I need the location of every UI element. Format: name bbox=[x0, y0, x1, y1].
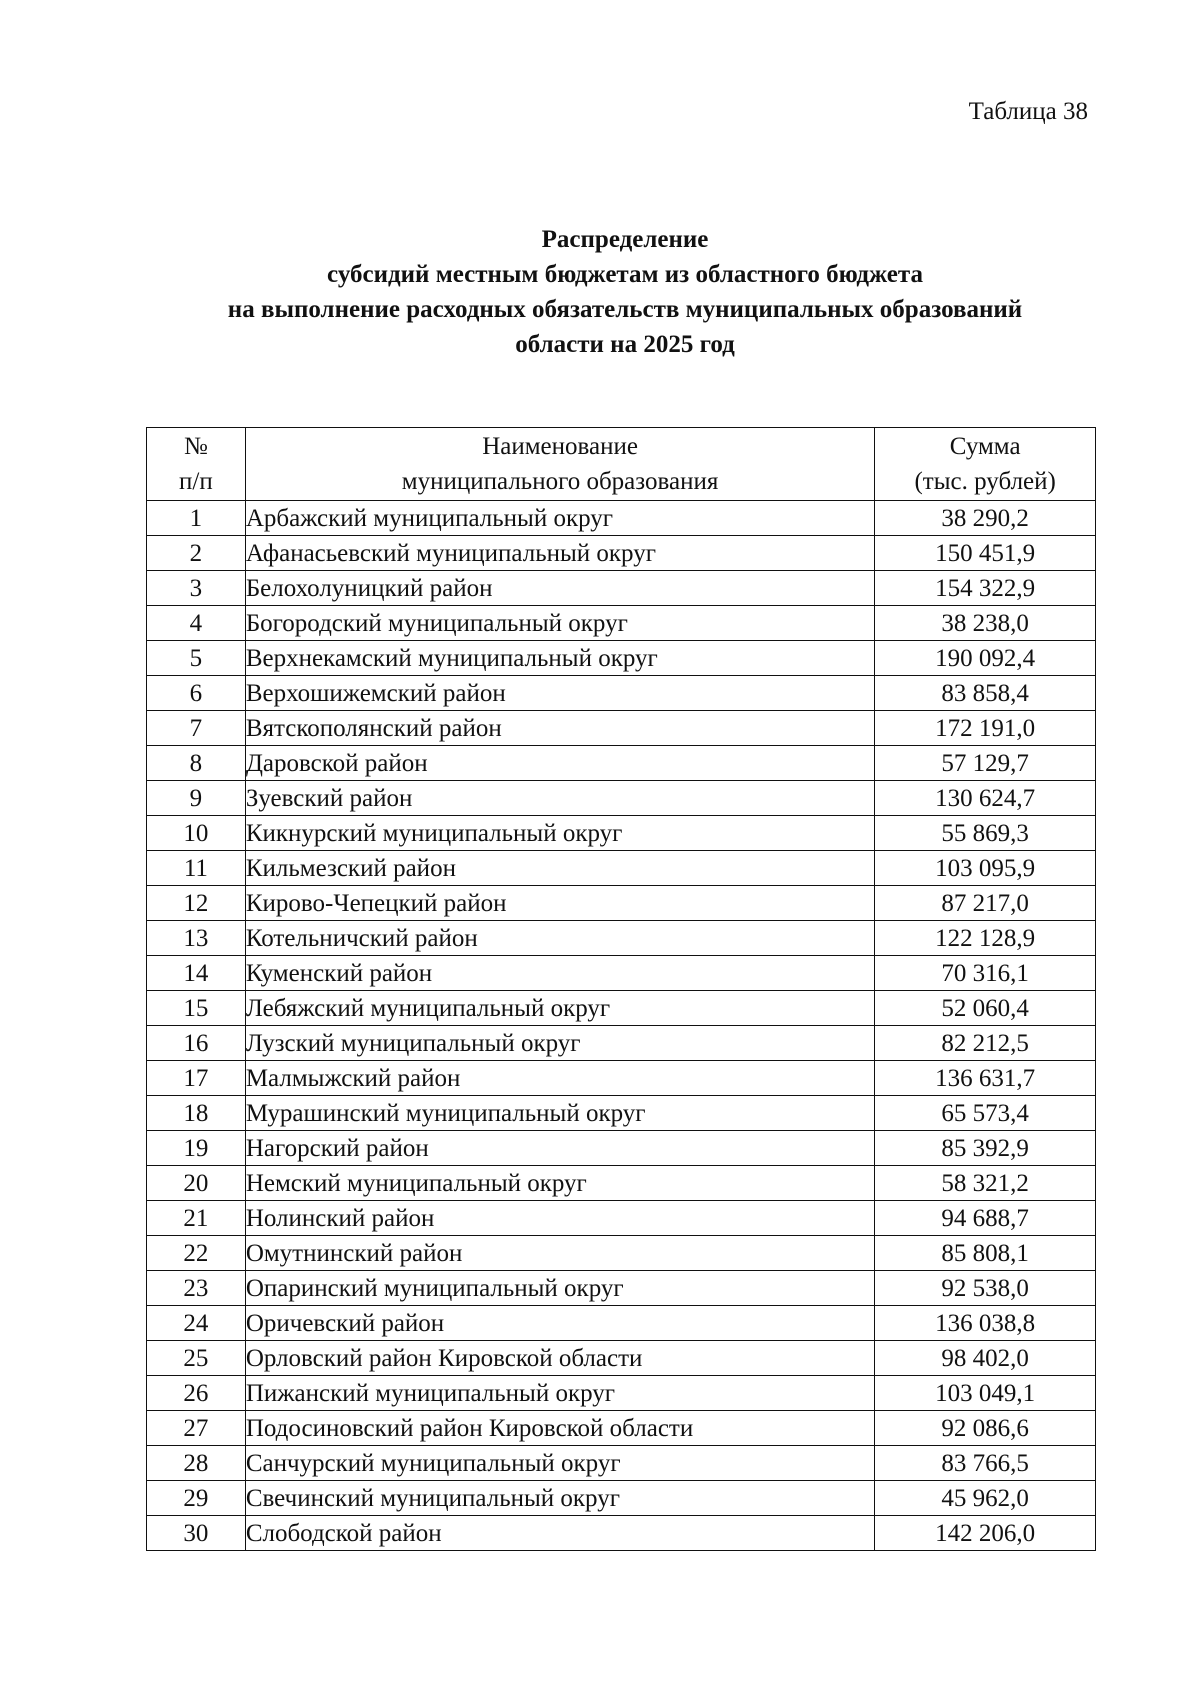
row-number: 16 bbox=[147, 1026, 246, 1061]
subsidy-amount: 85 808,1 bbox=[875, 1236, 1096, 1271]
table-row bbox=[147, 921, 1096, 956]
municipality-name: Подосиновский район Кировской области bbox=[245, 1411, 875, 1446]
subsidy-amount: 45 962,0 bbox=[875, 1481, 1096, 1516]
row-number: 8 bbox=[147, 746, 246, 781]
municipality-name: Омутнинский район bbox=[245, 1236, 875, 1271]
row-number: 13 bbox=[147, 921, 246, 956]
row-number: 14 bbox=[147, 956, 246, 991]
municipality-name: Верхнекамский муниципальный округ bbox=[245, 641, 875, 676]
row-number: 30 bbox=[147, 1516, 246, 1551]
municipality-name: Афанасьевский муниципальный округ bbox=[245, 536, 875, 571]
row-number: 11 bbox=[147, 851, 246, 886]
subsidy-amount: 82 212,5 bbox=[875, 1026, 1096, 1061]
table-row bbox=[147, 746, 1096, 781]
row-number: 26 bbox=[147, 1376, 246, 1411]
table-number-label: Таблица 38 bbox=[968, 98, 1088, 125]
table-body bbox=[147, 501, 1096, 1551]
subsidy-amount: 83 766,5 bbox=[875, 1446, 1096, 1481]
subsidy-amount: 38 290,2 bbox=[875, 501, 1096, 536]
title-line: Распределение bbox=[541, 226, 709, 253]
subsidy-amount: 98 402,0 bbox=[875, 1341, 1096, 1376]
table-row bbox=[147, 781, 1096, 816]
municipality-name: Санчурский муниципальный округ bbox=[245, 1446, 875, 1481]
table-row bbox=[147, 501, 1096, 536]
subsidy-amount: 122 128,9 bbox=[875, 921, 1096, 956]
header-num-line1: № bbox=[183, 433, 208, 460]
row-number: 24 bbox=[147, 1306, 246, 1341]
row-number: 6 bbox=[147, 676, 246, 711]
header-sum-line2: (тыс. рублей) bbox=[914, 468, 1056, 495]
header-num-line2: п/п bbox=[179, 468, 213, 495]
header-name-line1: Наименование bbox=[482, 433, 638, 460]
municipality-name: Куменский район bbox=[245, 956, 875, 991]
header-sum-line1: Сумма bbox=[949, 433, 1021, 460]
table-row bbox=[147, 1446, 1096, 1481]
row-number: 4 bbox=[147, 606, 246, 641]
subsidy-amount: 172 191,0 bbox=[875, 711, 1096, 746]
municipality-name: Пижанский муниципальный округ bbox=[245, 1376, 875, 1411]
municipality-name: Зуевский район bbox=[245, 781, 875, 816]
subsidy-amount: 85 392,9 bbox=[875, 1131, 1096, 1166]
table-row bbox=[147, 676, 1096, 711]
subsidy-amount: 52 060,4 bbox=[875, 991, 1096, 1026]
subsidy-amount: 58 321,2 bbox=[875, 1166, 1096, 1201]
table-row bbox=[147, 1341, 1096, 1376]
title-line: субсидий местным бюджетам из областного бюджета bbox=[327, 261, 923, 288]
row-number: 7 bbox=[147, 711, 246, 746]
subsidy-amount: 142 206,0 bbox=[875, 1516, 1096, 1551]
table-row bbox=[147, 851, 1096, 886]
subsidy-amount: 92 538,0 bbox=[875, 1271, 1096, 1306]
subsidy-amount: 83 858,4 bbox=[875, 676, 1096, 711]
municipality-name: Немский муниципальный округ bbox=[245, 1166, 875, 1201]
municipality-name: Нагорский район bbox=[245, 1131, 875, 1166]
table-header-row bbox=[147, 428, 1096, 501]
table-row bbox=[147, 1411, 1096, 1446]
row-number: 22 bbox=[147, 1236, 246, 1271]
subsidy-amount: 70 316,1 bbox=[875, 956, 1096, 991]
table-row bbox=[147, 1306, 1096, 1341]
table-row bbox=[147, 1096, 1096, 1131]
subsidy-amount: 103 095,9 bbox=[875, 851, 1096, 886]
row-number: 17 bbox=[147, 1061, 246, 1096]
table-row bbox=[147, 1481, 1096, 1516]
municipality-name: Кильмезский район bbox=[245, 851, 875, 886]
subsidy-table bbox=[146, 427, 1096, 1551]
row-number: 27 bbox=[147, 1411, 246, 1446]
subsidy-amount: 55 869,3 bbox=[875, 816, 1096, 851]
subsidy-amount: 150 451,9 bbox=[875, 536, 1096, 571]
municipality-name: Лузский муниципальный округ bbox=[245, 1026, 875, 1061]
row-number: 1 bbox=[147, 501, 246, 536]
municipality-name: Арбажский муниципальный округ bbox=[245, 501, 875, 536]
row-number: 28 bbox=[147, 1446, 246, 1481]
row-number: 25 bbox=[147, 1341, 246, 1376]
row-number: 2 bbox=[147, 536, 246, 571]
table-row bbox=[147, 1201, 1096, 1236]
municipality-name: Нолинский район bbox=[245, 1201, 875, 1236]
table-row bbox=[147, 956, 1096, 991]
row-number: 10 bbox=[147, 816, 246, 851]
table-row bbox=[147, 1516, 1096, 1551]
row-number: 5 bbox=[147, 641, 246, 676]
header-sum bbox=[875, 428, 1096, 501]
table-row bbox=[147, 991, 1096, 1026]
table-row bbox=[147, 711, 1096, 746]
subsidy-amount: 87 217,0 bbox=[875, 886, 1096, 921]
subsidy-amount: 65 573,4 bbox=[875, 1096, 1096, 1131]
table-row bbox=[147, 1026, 1096, 1061]
subsidy-amount: 92 086,6 bbox=[875, 1411, 1096, 1446]
municipality-name: Даровской район bbox=[245, 746, 875, 781]
subsidy-amount: 154 322,9 bbox=[875, 571, 1096, 606]
municipality-name: Верхошижемский район bbox=[245, 676, 875, 711]
table-row bbox=[147, 1061, 1096, 1096]
subsidy-amount: 38 238,0 bbox=[875, 606, 1096, 641]
municipality-name: Лебяжский муниципальный округ bbox=[245, 991, 875, 1026]
municipality-name: Белохолуницкий район bbox=[245, 571, 875, 606]
municipality-name: Свечинский муниципальный округ bbox=[245, 1481, 875, 1516]
row-number: 9 bbox=[147, 781, 246, 816]
table-row bbox=[147, 606, 1096, 641]
municipality-name: Котельничский район bbox=[245, 921, 875, 956]
subsidy-amount: 130 624,7 bbox=[875, 781, 1096, 816]
municipality-name: Богородский муниципальный округ bbox=[245, 606, 875, 641]
municipality-name: Вятскополянский район bbox=[245, 711, 875, 746]
row-number: 21 bbox=[147, 1201, 246, 1236]
header-name-line2: муниципального образования bbox=[401, 468, 719, 495]
subsidy-amount: 94 688,7 bbox=[875, 1201, 1096, 1236]
subsidy-amount: 190 092,4 bbox=[875, 641, 1096, 676]
row-number: 19 bbox=[147, 1131, 246, 1166]
table-row bbox=[147, 1376, 1096, 1411]
municipality-name: Оричевский район bbox=[245, 1306, 875, 1341]
header-num bbox=[147, 428, 246, 501]
table-row bbox=[147, 816, 1096, 851]
document-title bbox=[140, 222, 1110, 362]
municipality-name: Малмыжский район bbox=[245, 1061, 875, 1096]
title-line: области на 2025 год bbox=[515, 331, 735, 358]
table-row bbox=[147, 1131, 1096, 1166]
table-row bbox=[147, 1236, 1096, 1271]
row-number: 15 bbox=[147, 991, 246, 1026]
municipality-name: Мурашинский муниципальный округ bbox=[245, 1096, 875, 1131]
municipality-name: Орловский район Кировской области bbox=[245, 1341, 875, 1376]
title-line: на выполнение расходных обязательств муниципальных образований bbox=[227, 296, 1023, 323]
subsidy-amount: 103 049,1 bbox=[875, 1376, 1096, 1411]
municipality-name: Кикнурский муниципальный округ bbox=[245, 816, 875, 851]
table-row bbox=[147, 536, 1096, 571]
row-number: 12 bbox=[147, 886, 246, 921]
table-row bbox=[147, 1166, 1096, 1201]
row-number: 29 bbox=[147, 1481, 246, 1516]
subsidy-amount: 136 038,8 bbox=[875, 1306, 1096, 1341]
row-number: 3 bbox=[147, 571, 246, 606]
row-number: 23 bbox=[147, 1271, 246, 1306]
municipality-name: Слободской район bbox=[245, 1516, 875, 1551]
municipality-name: Опаринский муниципальный округ bbox=[245, 1271, 875, 1306]
subsidy-amount: 136 631,7 bbox=[875, 1061, 1096, 1096]
header-name bbox=[245, 428, 875, 501]
table-row bbox=[147, 886, 1096, 921]
municipality-name: Кирово-Чепецкий район bbox=[245, 886, 875, 921]
subsidy-amount: 57 129,7 bbox=[875, 746, 1096, 781]
table-row bbox=[147, 1271, 1096, 1306]
row-number: 18 bbox=[147, 1096, 246, 1131]
table-row bbox=[147, 571, 1096, 606]
row-number: 20 bbox=[147, 1166, 246, 1201]
table-row bbox=[147, 641, 1096, 676]
